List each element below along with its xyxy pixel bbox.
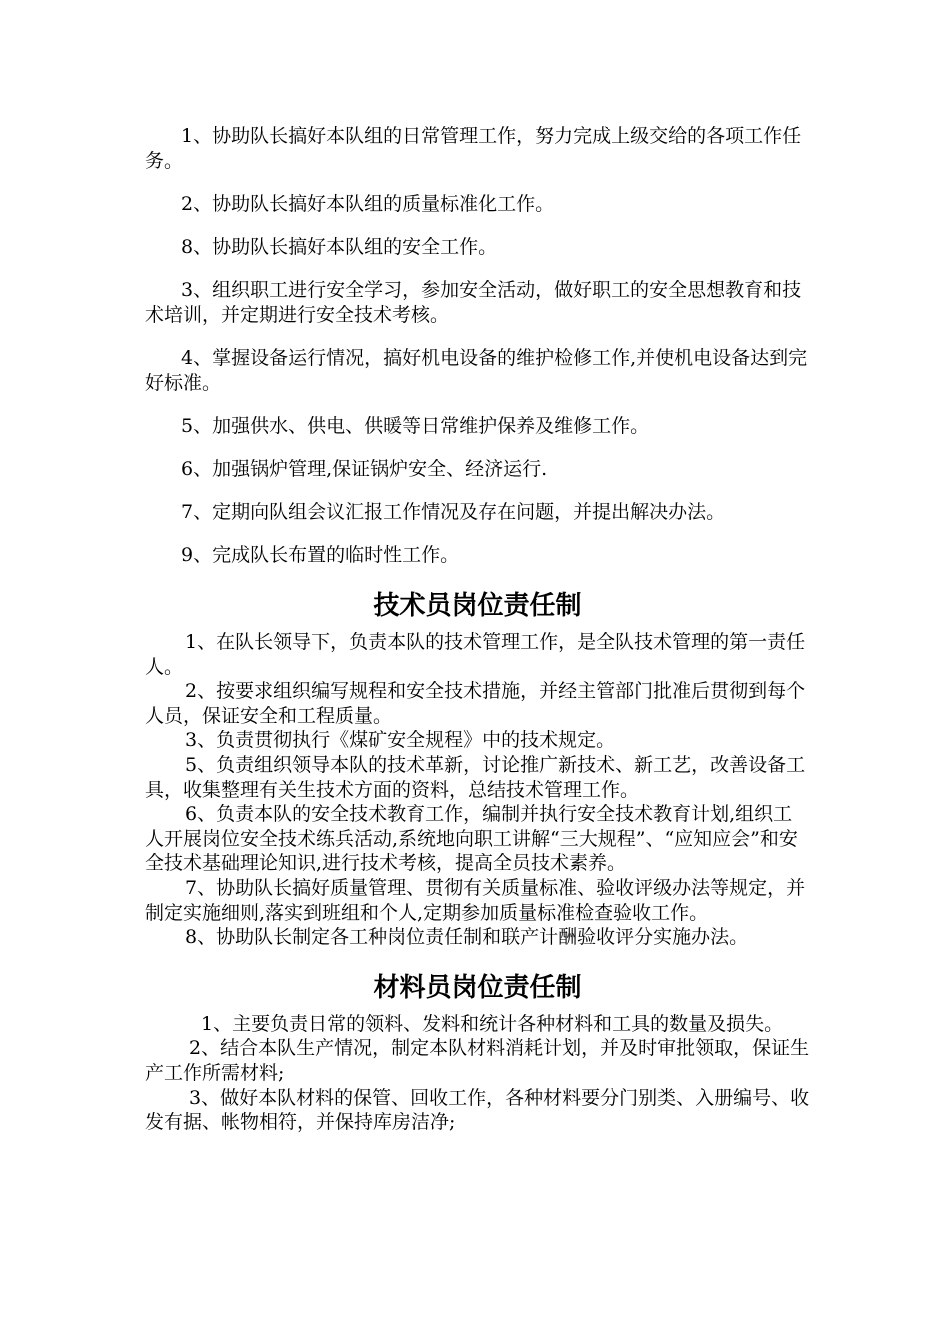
list-item: 6、负责本队的安全技术教育工作，编制并执行安全技术教育计划,组织工人开展岗位安全技术练兵活动,系统地向职工讲解“三大规程”、“应知应会”和安全技术基础理论知识,进行技术考核，提高全员技术素养。 [145, 803, 798, 875]
list-item: 3、负责贯彻执行《煤矿安全规程》中的技术规定。 [185, 729, 616, 752]
list-item: 2、协助队长搞好本队组的质量标准化工作。 [181, 193, 555, 215]
list-item: 8、协助队长搞好本队组的安全工作。 [181, 236, 498, 258]
list-item: 1、协助队长搞好本队组的日常管理工作，努力完成上级交给的各项工作任务。 [145, 125, 802, 172]
list-item: 5、负责组织领导本队的技术革新，讨论推广新技术、新工艺，改善设备工具，收集整理有关生技术方面的资料，总结技术管理工作。 [145, 753, 806, 801]
technician-duties-section [145, 630, 810, 950]
list-item: 7、协助队长搞好质量管理、贯彻有关质量标准、验收评级办法等规定，并制定实施细则,落实到班组和个人,定期参加质量标准检查验收工作。 [145, 876, 806, 924]
list-item: 2、按要求组织编写规程和安全技术措施，并经主管部门批准后贯彻到每个人员，保证安全和工程质量。 [145, 680, 806, 727]
document-page [145, 0, 810, 1135]
list-item: 1、主要负责日常的领料、发料和统计各种材料和工具的数量及损失。 [201, 1012, 784, 1035]
list-item: 3、做好本队材料的保管、回收工作，各种材料要分门别类、入册编号、收发有据、帐物相符，并保持库房洁净; [145, 1086, 810, 1134]
section-title-materials: 材料员岗位责任制 [373, 972, 582, 1003]
list-item: 2、结合本队生产情况，制定本队材料消耗计划，并及时审批领取，保证生产工作所需材料; [145, 1037, 810, 1084]
list-item: 7、定期向队组会议汇报工作情况及存在问题，并提出解决办法。 [181, 501, 726, 523]
section-title-technician: 技术员岗位责任制 [373, 591, 582, 621]
list-item: 5、加强供水、供电、供暖等日常维护保养及维修工作。 [181, 415, 650, 437]
list-item: 4、掌握设备运行情况，搞好机电设备的维护检修工作,并使机电设备达到完好标准。 [145, 347, 808, 394]
list-item: 6、加强锅炉管理,保证锅炉安全、经济运行. [181, 458, 548, 480]
list-item: 3、组织职工进行安全学习，参加安全活动，做好职工的安全思想教育和技术培训，并定期进行安全技术考核。 [145, 279, 802, 326]
duty-list-section [145, 0, 810, 568]
list-item: 9、完成队长布置的临时性工作。 [181, 544, 460, 566]
list-item: 8、协助队长制定各工种岗位责任制和联产计酬验收评分实施办法。 [185, 926, 749, 949]
list-item: 1、在队长领导下，负责本队的技术管理工作，是全队技术管理的第一责任人。 [145, 631, 806, 678]
materials-duties-section [145, 1012, 810, 1135]
